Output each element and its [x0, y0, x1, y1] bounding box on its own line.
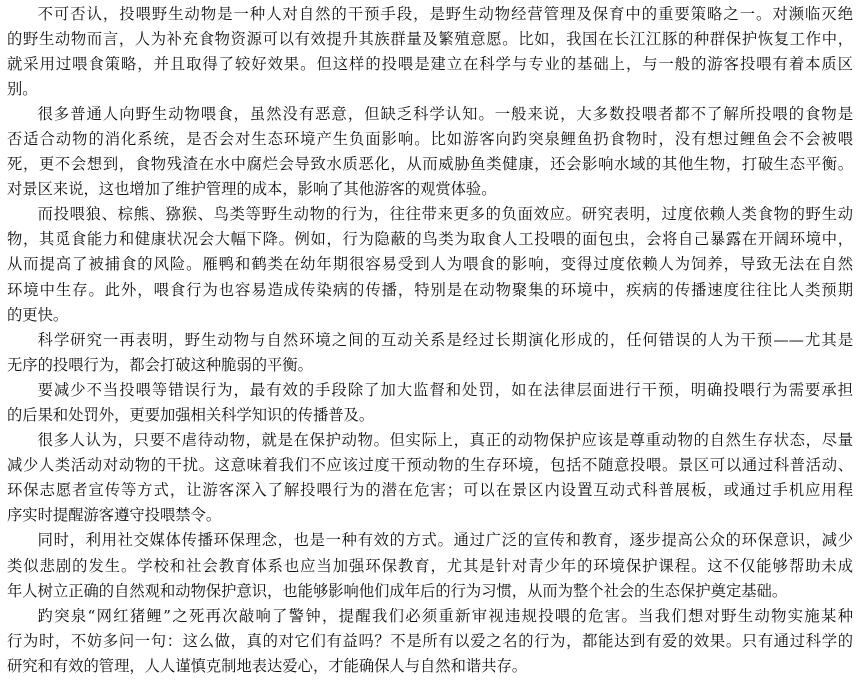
text-line: 类似悲剧的发生。学校和社会教育体系也应当加强环保教育，尤其是针对青少年的环境保护课程。这不仅能够帮助未成: [7, 556, 853, 575]
text-line: 否适合动物的消化系统，是否会对生态环境产生负面影响。比如游客向趵突泉鲤鱼扔食物时，没有想过鲤鱼会不会被喂: [7, 129, 853, 148]
text-line: 环境中生存。此外，喂食行为也容易造成传染病的传播，特别是在动物聚集的环境中，疾病的传播速度往往比人类预期: [7, 280, 853, 299]
text-line: 要减少不当投喂等错误行为，最有效的手段除了加大监督和处罚，如在法律层面进行干预，明确投喂行为需要承担: [37, 380, 853, 399]
text-line: 序实时提醒游客遵守投喂禁令。: [7, 506, 222, 525]
text-line: 的野生动物而言，人为补充食物资源可以有效提升其族群量及繁殖意愿。比如，我国在长江江豚的种群保护恢复工作中，: [7, 29, 853, 48]
paragraph-6: [7, 428, 853, 528]
paragraph-1: [7, 2, 853, 102]
text-line: 减少人类活动对动物的干扰。这意味着我们不应该过度干预动物的生存环境，包括不随意投喂。景区可以通过科普活动、: [7, 456, 853, 475]
text-line: 研究和有效的管理，人人谨慎克制地表达爱心，才能确保人与自然和谐共存。: [7, 656, 528, 675]
text-line: 很多人认为，只要不虐待动物，就是在保护动物。但实际上，真正的动物保护应该是尊重动物的自然生存状态，尽量: [37, 431, 853, 450]
text-line: 别。: [7, 79, 38, 98]
text-line: 行为时，不妨多问一句：这么做，真的对它们有益吗？不是所有以爱之名的行为，都能达到有爱的效果。只有通过科学的: [7, 631, 853, 650]
text-line: 对景区来说，这也增加了维护管理的成本，影响了其他游客的观赏体验。: [7, 180, 497, 199]
text-line: 年人树立正确的自然观和动物保护意识，也能够影响他们成年后的行为习惯，从而为整个社会的生态保护奠定基础。: [7, 581, 788, 600]
text-line: 而投喂狼、棕熊、猕猴、鸟类等野生动物的行为，往往带来更多的负面效应。研究表明，过度依赖人类食物的野生动: [37, 205, 853, 224]
text-line: 的后果和处罚外，更要加强相关科学知识的传播普及。: [7, 406, 375, 424]
document-body: [7, 2, 853, 680]
text-line: 死，更不会想到，食物残渣在水中腐烂会导致水质恶化，从而威胁鱼类健康，还会影响水域的其他生物，打破生态平衡。: [7, 155, 853, 174]
paragraph-5: [7, 378, 853, 428]
paragraph-4: [7, 328, 853, 378]
paragraph-2: [7, 102, 853, 202]
text-line: 同时，利用社交媒体传播环保理念，也是一种有效的方式。通过广泛的宣传和教育，逐步提高公众的环保意识，减少: [37, 531, 853, 550]
paragraph-7: [7, 528, 853, 603]
text-line: 物，其觅食能力和健康状况会大幅下降。例如，行为隐蔽的鸟类为取食人工投喂的面包虫，会将自己暴露在开阔环境中，: [7, 230, 853, 249]
text-line: 的更快。: [7, 305, 69, 324]
text-line: 趵突泉“网红猪鲤”之死再次敲响了警钟，提醒我们必须重新审视违规投喂的危害。当我们想对野生动物实施某种: [37, 606, 853, 625]
paragraph-8: [7, 604, 853, 679]
text-line: 无序的投喂行为，都会打破这种脆弱的平衡。: [7, 355, 313, 374]
paragraph-3: [7, 202, 853, 327]
text-line: 就采用过喂食策略，并且取得了较好效果。但这样的投喂是建立在科学与专业的基础上，与一般的游客投喂有着本质区: [7, 54, 853, 73]
text-line: 环保志愿者宣传等方式，让游客深入了解投喂行为的潜在危害；可以在景区内设置互动式科普展板，或通过手机应用程: [7, 481, 853, 500]
text-line: 很多普通人向野生动物喂食，虽然没有恶意，但缺乏科学认知。一般来说，大多数投喂者都不了解所投喂的食物是: [37, 104, 853, 123]
text-line: 从而提高了被捕食的风险。雁鸭和鹤类在幼年期很容易受到人为喂食的影响，变得过度依赖人为饲养，导致无法在自然: [7, 255, 853, 274]
text-line: 科学研究一再表明，野生动物与自然环境之间的互动关系是经过长期演化形成的，任何错误的人为干预——尤其是: [37, 330, 853, 349]
text-line: 不可否认，投喂野生动物是一种人对自然的干预手段，是野生动物经营管理及保育中的重要策略之一。对濒临灭绝: [37, 4, 853, 23]
